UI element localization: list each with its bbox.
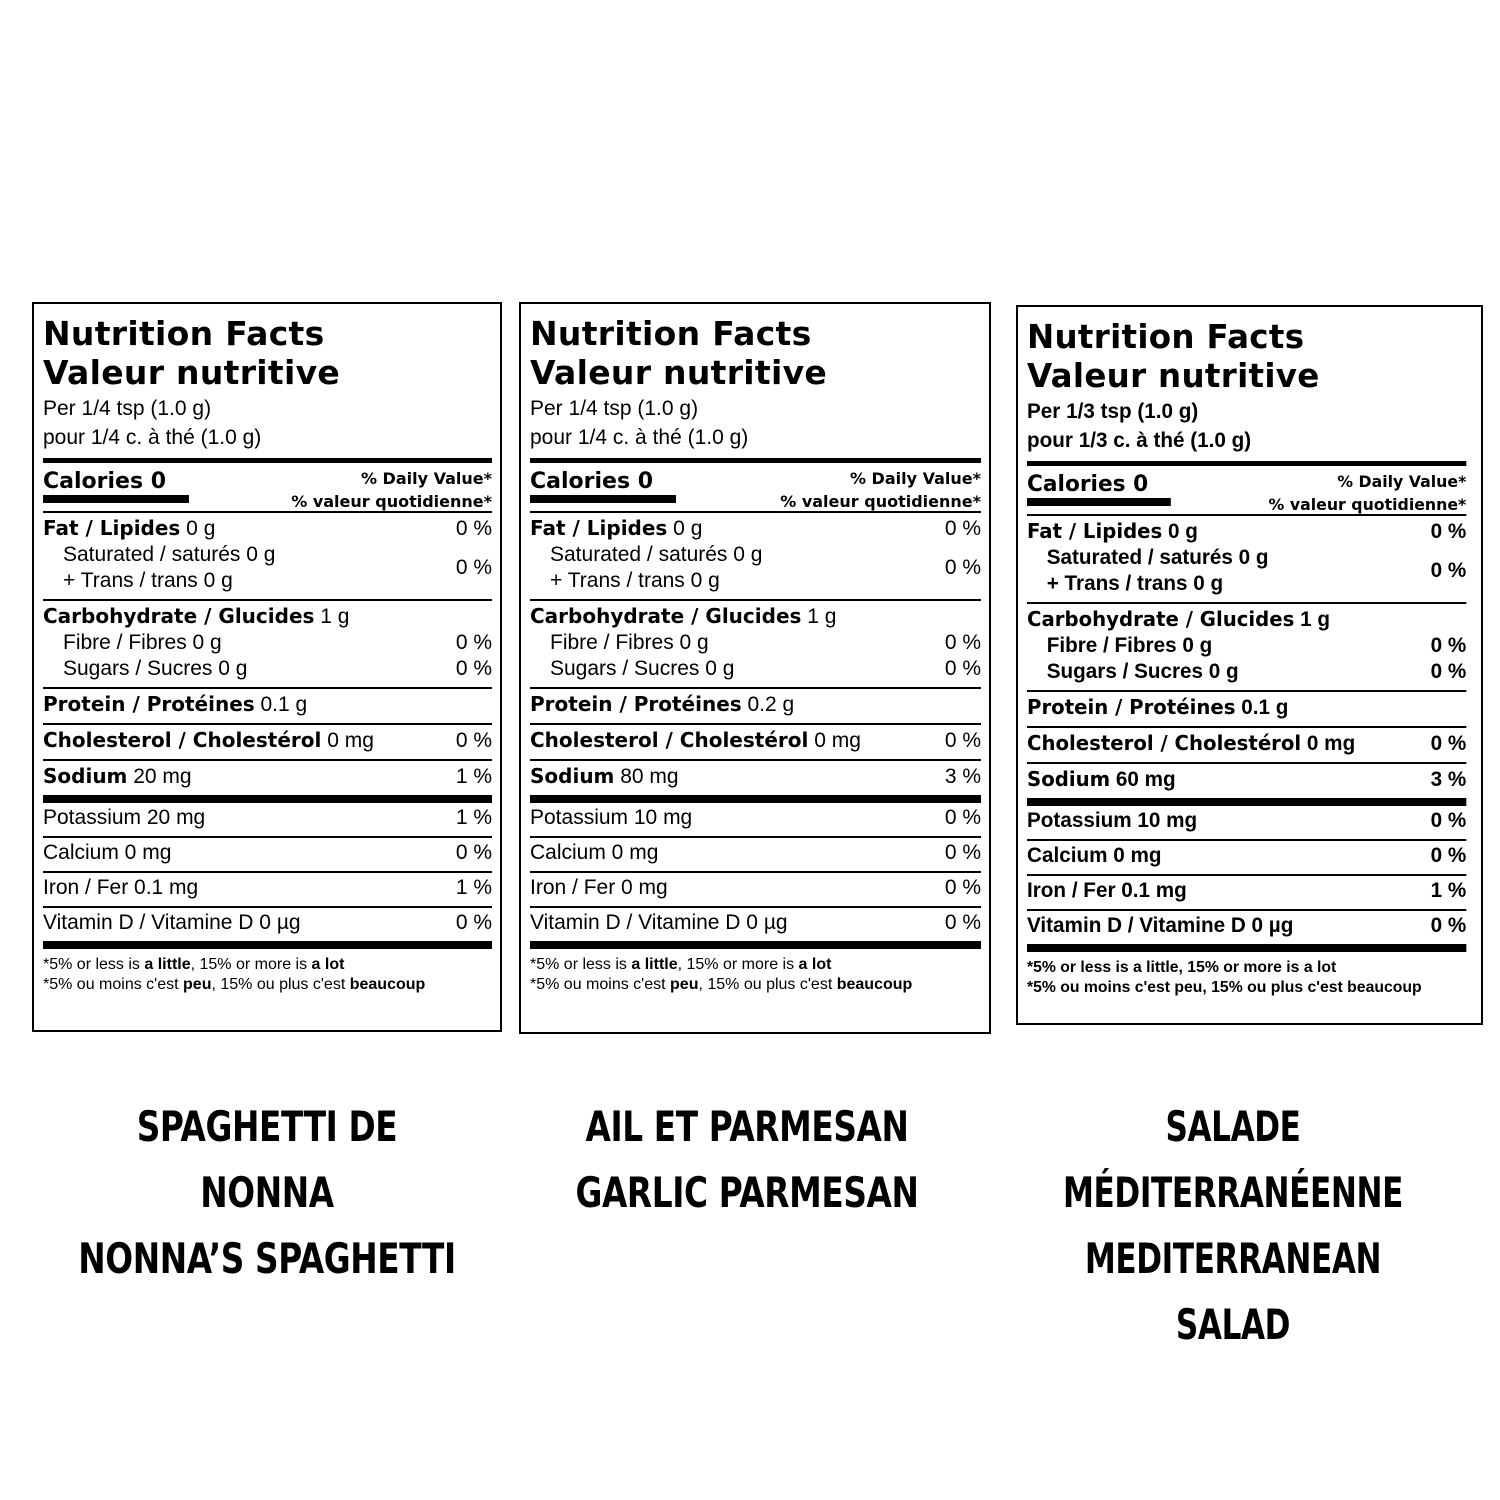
iron-group <box>43 873 492 906</box>
footnote <box>43 949 492 995</box>
nutrient-name: Carbohydrate / Glucides <box>1027 607 1295 631</box>
iron-amount: Iron / Fer 0.1 mg <box>1027 879 1187 902</box>
potassium-group <box>530 803 981 836</box>
dv-english: % Daily Value* <box>360 469 492 488</box>
product-caption <box>1048 1094 1418 1358</box>
protein-row <box>530 691 981 718</box>
nutrient-percent: 0 % <box>944 806 981 829</box>
nutrient-percent: 0 % <box>1430 559 1467 582</box>
vitamin-d-group <box>1027 911 1466 944</box>
vitamin-d-group <box>530 908 981 941</box>
footnote-text: *5% or less is <box>1027 959 1134 976</box>
nutrient-amount: 80 mg <box>614 765 679 788</box>
fat-row <box>1027 518 1466 545</box>
vitamin-d-row <box>1027 913 1466 939</box>
nutrient-amount: 0.2 g <box>741 693 795 716</box>
nutrient-name: Fat / Lipides <box>530 516 668 540</box>
label-body <box>1027 317 1466 998</box>
potassium-amount: Potassium 20 mg <box>43 806 206 829</box>
nutrient-amount: 1 g <box>801 605 837 628</box>
nutrient-amount: 0.1 g <box>1235 696 1289 719</box>
sodium-row <box>1027 766 1466 793</box>
cholesterol-group <box>530 725 981 759</box>
footnote-emphasis: beaucoup <box>349 976 426 993</box>
footnote-emphasis: a little <box>144 956 191 973</box>
divider-thick <box>530 941 981 949</box>
title-english: Nutrition Facts <box>43 314 325 353</box>
protein-row <box>1027 694 1466 721</box>
trans-fat: + Trans / trans 0 g <box>550 569 720 592</box>
fibre-amount: Fibre / Fibres 0 g <box>63 631 222 654</box>
footnote-text: , 15% ou plus c'est <box>1202 979 1348 996</box>
nutrient-name: Carbohydrate / Glucides <box>530 604 802 628</box>
nutrient-amount: 20 mg <box>127 765 192 788</box>
saturated-trans-row <box>1027 545 1466 597</box>
nutrient-percent: 0 % <box>455 841 492 864</box>
sodium-group <box>530 761 981 795</box>
fibre-amount: Fibre / Fibres 0 g <box>1046 634 1213 657</box>
protein-group <box>530 689 981 723</box>
footnote <box>530 949 981 995</box>
cholesterol-group <box>1027 728 1466 762</box>
nutrient-amount: 1 g <box>1294 608 1330 631</box>
nutrient-percent: 3 % <box>1430 767 1467 791</box>
cholesterol-row <box>530 727 981 754</box>
footnote-english <box>43 955 492 975</box>
divider-thick <box>530 795 981 803</box>
nutrition-label-garlic-parmesan <box>519 302 991 1034</box>
cholesterol-row <box>43 727 492 754</box>
nutrient-amount: 0 g <box>1162 520 1198 543</box>
footnote-text: , 15% or more is <box>1178 959 1304 976</box>
trans-fat: + Trans / trans 0 g <box>63 569 233 592</box>
potassium-group <box>1027 806 1466 839</box>
nutrient-name: Protein / Protéines <box>43 692 255 716</box>
nutrient-percent: 0 % <box>1430 731 1467 755</box>
calcium-group <box>1027 841 1466 874</box>
footnote-emphasis: peu <box>183 976 212 993</box>
footnote-emphasis: a lot <box>311 956 345 973</box>
nutrient-name: Cholesterol / Cholestérol <box>43 728 322 752</box>
nutrient-amount: 0 g <box>180 517 216 540</box>
nutrient-percent: 0 % <box>1430 634 1467 657</box>
footnote-emphasis: peu <box>670 976 699 993</box>
caption-french: SALADE MÉDITERRANÉENNE <box>1062 1102 1404 1217</box>
daily-value-header <box>780 467 981 513</box>
sugars-row <box>43 656 492 682</box>
nutrient-name: Carbohydrate / Glucides <box>43 604 315 628</box>
serving-french: pour 1/4 c. à thé (1.0 g) <box>530 426 749 449</box>
nutrient-percent: 0 % <box>944 728 981 752</box>
divider-thick <box>43 941 492 949</box>
carb-group <box>1027 604 1466 690</box>
nutrient-amount: 0 g <box>667 517 703 540</box>
footnote-emphasis: a little <box>1133 959 1179 976</box>
footnote-emphasis: a little <box>631 956 678 973</box>
calcium-group <box>43 838 492 871</box>
product-caption <box>552 1094 942 1226</box>
footnote-emphasis: beaucoup <box>836 976 913 993</box>
carb-group <box>530 601 981 687</box>
potassium-row <box>1027 808 1466 834</box>
footnote-text: , 15% ou plus c'est <box>211 976 350 993</box>
serving-english: Per 1/4 tsp (1.0 g) <box>530 397 699 420</box>
serving-size <box>530 394 981 452</box>
protein-group <box>43 689 492 723</box>
sodium-group <box>43 761 492 795</box>
sodium-row <box>530 763 981 790</box>
saturated-trans-row <box>530 542 981 594</box>
fat-row <box>530 515 981 542</box>
nutrient-percent: 0 % <box>1430 914 1467 937</box>
footnote <box>1027 952 1466 998</box>
iron-row <box>43 875 492 901</box>
caption-english: MEDITERRANEAN SALAD <box>1084 1234 1382 1349</box>
caption-french: SPAGHETTI DE NONNA <box>136 1102 398 1217</box>
nutrient-percent: 0 % <box>944 556 981 579</box>
nutrient-amount: 0 mg <box>808 729 861 752</box>
footnote-text: *5% or less is <box>530 956 632 973</box>
sodium-group <box>1027 764 1466 798</box>
title-english: Nutrition Facts <box>530 314 812 353</box>
trans-fat: + Trans / trans 0 g <box>1046 572 1224 595</box>
nutrient-percent: 0 % <box>455 657 492 680</box>
caption-english: GARLIC PARMESAN <box>575 1168 919 1217</box>
calcium-amount: Calcium 0 mg <box>43 841 172 864</box>
potassium-row <box>530 805 981 831</box>
nutrient-percent: 1 % <box>455 764 492 788</box>
footnote-text: *5% ou moins c'est <box>43 976 184 993</box>
nutrient-percent: 0 % <box>944 657 981 680</box>
serving-french: pour 1/3 c. à thé (1.0 g) <box>1027 429 1252 452</box>
vitamin-d-amount: Vitamin D / Vitamine D 0 µg <box>43 911 301 934</box>
footnote-text: *5% ou moins c'est <box>530 976 671 993</box>
daily-value-header <box>1269 470 1467 516</box>
fat-row <box>43 515 492 542</box>
nutrient-percent: 0 % <box>455 631 492 654</box>
dv-english: % Daily Value* <box>1337 472 1467 491</box>
sugars-amount: Sugars / Sucres 0 g <box>550 657 735 680</box>
calories-row <box>1027 466 1466 514</box>
nutrient-percent: 1 % <box>455 876 492 899</box>
fibre-row <box>43 630 492 656</box>
sugars-row <box>1027 659 1466 685</box>
nutrient-percent: 1 % <box>455 806 492 829</box>
nutrient-amount: 1 g <box>314 605 350 628</box>
saturated-fat: Saturated / saturés 0 g <box>1046 546 1269 569</box>
vitamin-d-amount: Vitamin D / Vitamine D 0 µg <box>1027 914 1294 937</box>
nutrition-label-mediterranean <box>1016 305 1483 1025</box>
nutrient-amount: 0 mg <box>321 729 374 752</box>
footnote-english <box>530 955 981 975</box>
calories: Calories 0 <box>530 469 654 494</box>
protein-group <box>1027 692 1466 726</box>
carb-row <box>1027 606 1466 633</box>
iron-row <box>1027 878 1466 904</box>
carb-group <box>43 601 492 687</box>
calories-row <box>530 463 981 511</box>
footnote-emphasis: a lot <box>798 956 832 973</box>
footnote-french <box>1027 978 1466 998</box>
nutrient-percent: 0 % <box>455 516 492 540</box>
iron-group <box>1027 876 1466 909</box>
fibre-row <box>530 630 981 656</box>
serving-french: pour 1/4 c. à thé (1.0 g) <box>43 426 262 449</box>
fat-group <box>1027 516 1466 602</box>
nutrient-percent: 3 % <box>944 764 981 788</box>
carb-row <box>43 603 492 630</box>
footnote-emphasis: peu <box>1174 979 1203 996</box>
nutrient-name: Protein / Protéines <box>530 692 742 716</box>
serving-english: Per 1/4 tsp (1.0 g) <box>43 397 212 420</box>
title-french: Valeur nutritive <box>530 353 828 392</box>
dv-french: % valeur quotidienne* <box>291 492 492 511</box>
nutrient-percent: 0 % <box>455 911 492 934</box>
nutrient-percent: 0 % <box>944 911 981 934</box>
nutrient-percent: 0 % <box>455 556 492 579</box>
cholesterol-group <box>43 725 492 759</box>
footnote-text: *5% ou moins c'est <box>1027 979 1175 996</box>
calcium-group <box>530 838 981 871</box>
footnote-emphasis: a lot <box>1303 959 1337 976</box>
calcium-amount: Calcium 0 mg <box>530 841 659 864</box>
title-french: Valeur nutritive <box>1027 356 1320 395</box>
nutrient-name: Sodium <box>1027 767 1111 791</box>
footnote-text: , 15% ou plus c'est <box>698 976 837 993</box>
footnote-text: , 15% or more is <box>677 956 799 973</box>
cholesterol-row <box>1027 730 1466 757</box>
saturated-fat: Saturated / saturés 0 g <box>550 543 763 566</box>
iron-group <box>530 873 981 906</box>
nutrient-name: Fat / Lipides <box>1027 519 1163 543</box>
potassium-group <box>43 803 492 836</box>
calories: Calories 0 <box>1027 472 1149 497</box>
nutrient-name: Cholesterol / Cholestérol <box>530 728 809 752</box>
fat-group <box>43 513 492 599</box>
nutrient-percent: 0 % <box>1430 809 1467 832</box>
sodium-row <box>43 763 492 790</box>
saturated-fat: Saturated / saturés 0 g <box>63 543 276 566</box>
fat-group <box>530 513 981 599</box>
dv-french: % valeur quotidienne* <box>1268 495 1467 514</box>
footnote-english <box>1027 958 1466 978</box>
label-body <box>43 314 492 995</box>
divider-thick <box>1027 944 1466 952</box>
sugars-amount: Sugars / Sucres 0 g <box>1046 660 1239 683</box>
calcium-amount: Calcium 0 mg <box>1027 844 1162 867</box>
divider-thick <box>43 795 492 803</box>
nutrient-amount: 0.1 g <box>254 693 308 716</box>
vitamin-d-row <box>530 910 981 936</box>
nutrient-percent: 0 % <box>455 728 492 752</box>
iron-amount: Iron / Fer 0 mg <box>530 876 668 899</box>
fibre-amount: Fibre / Fibres 0 g <box>550 631 709 654</box>
footnote-emphasis: beaucoup <box>1347 979 1422 996</box>
fibre-row <box>1027 633 1466 659</box>
nutrient-amount: 60 mg <box>1110 768 1176 791</box>
dv-french: % valeur quotidienne* <box>780 492 981 511</box>
potassium-amount: Potassium 10 mg <box>1027 809 1198 832</box>
iron-row <box>530 875 981 901</box>
nutrition-label-spaghetti <box>32 302 502 1032</box>
footnote-text: , 15% or more is <box>190 956 312 973</box>
nutrient-percent: 1 % <box>1430 879 1467 902</box>
nutrient-name: Protein / Protéines <box>1027 695 1236 719</box>
potassium-row <box>43 805 492 831</box>
nutrient-percent: 0 % <box>1430 844 1467 867</box>
iron-amount: Iron / Fer 0.1 mg <box>43 876 199 899</box>
nutrient-percent: 0 % <box>1430 660 1467 683</box>
protein-row <box>43 691 492 718</box>
dv-english: % Daily Value* <box>849 469 981 488</box>
calories-row <box>43 463 492 511</box>
label-body <box>530 314 981 995</box>
nutrient-percent: 0 % <box>944 841 981 864</box>
sugars-row <box>530 656 981 682</box>
nutrient-name: Fat / Lipides <box>43 516 181 540</box>
serving-english: Per 1/3 tsp (1.0 g) <box>1027 400 1199 423</box>
calories: Calories 0 <box>43 469 167 494</box>
potassium-amount: Potassium 10 mg <box>530 806 693 829</box>
saturated-trans-row <box>43 542 492 594</box>
serving-size <box>43 394 492 452</box>
footnote-text: *5% or less is <box>43 956 145 973</box>
nutrient-amount: 0 mg <box>1301 732 1356 755</box>
nutrient-name: Cholesterol / Cholestérol <box>1027 731 1302 755</box>
serving-size <box>1027 397 1466 455</box>
calcium-row <box>1027 843 1466 869</box>
vitamin-d-row <box>43 910 492 936</box>
sugars-amount: Sugars / Sucres 0 g <box>63 657 248 680</box>
footnote-french <box>530 975 981 995</box>
vitamin-d-group <box>43 908 492 941</box>
caption-french: AIL ET PARMESAN <box>585 1102 909 1151</box>
product-caption <box>72 1094 462 1292</box>
footnote-french <box>43 975 492 995</box>
divider-thick <box>1027 798 1466 806</box>
title-french: Valeur nutritive <box>43 353 341 392</box>
nutrient-percent: 0 % <box>944 876 981 899</box>
nutrient-name: Sodium <box>530 764 615 788</box>
nutrient-percent: 0 % <box>944 631 981 654</box>
caption-english: NONNA’S SPAGHETTI <box>78 1234 456 1283</box>
carb-row <box>530 603 981 630</box>
nutrient-percent: 0 % <box>1430 519 1467 543</box>
nutrient-percent: 0 % <box>944 516 981 540</box>
calcium-row <box>43 840 492 866</box>
calcium-row <box>530 840 981 866</box>
vitamin-d-amount: Vitamin D / Vitamine D 0 µg <box>530 911 788 934</box>
daily-value-header <box>291 467 492 513</box>
nutrient-name: Sodium <box>43 764 128 788</box>
title-english: Nutrition Facts <box>1027 317 1305 356</box>
